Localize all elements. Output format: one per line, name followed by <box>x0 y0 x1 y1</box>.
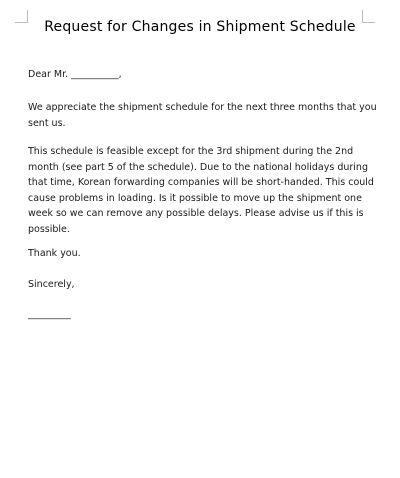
letter-paragraph-1: We appreciate the shipment schedule for the next three months that you sent us. <box>28 102 377 129</box>
letter-closing: Sincerely, <box>28 279 75 290</box>
letter-paragraph-2: This schedule is feasible except for the 3rd shipment during the 2nd month (see part 5 of the schedule). Due to the national holidays during that time, Korean forwarding companies will be short-handed. This could cause problems in loading. Is it possible to move up the shipment one week so we can remove any possible delays. Please advise us if this is possible. <box>28 146 374 235</box>
signature-line: _________ <box>28 309 71 320</box>
letter-salutation: Dear Mr. __________, <box>28 69 122 80</box>
letter-title: Request for Changes in Shipment Schedule <box>44 19 356 35</box>
letter-thanks: Thank you. <box>28 248 81 259</box>
